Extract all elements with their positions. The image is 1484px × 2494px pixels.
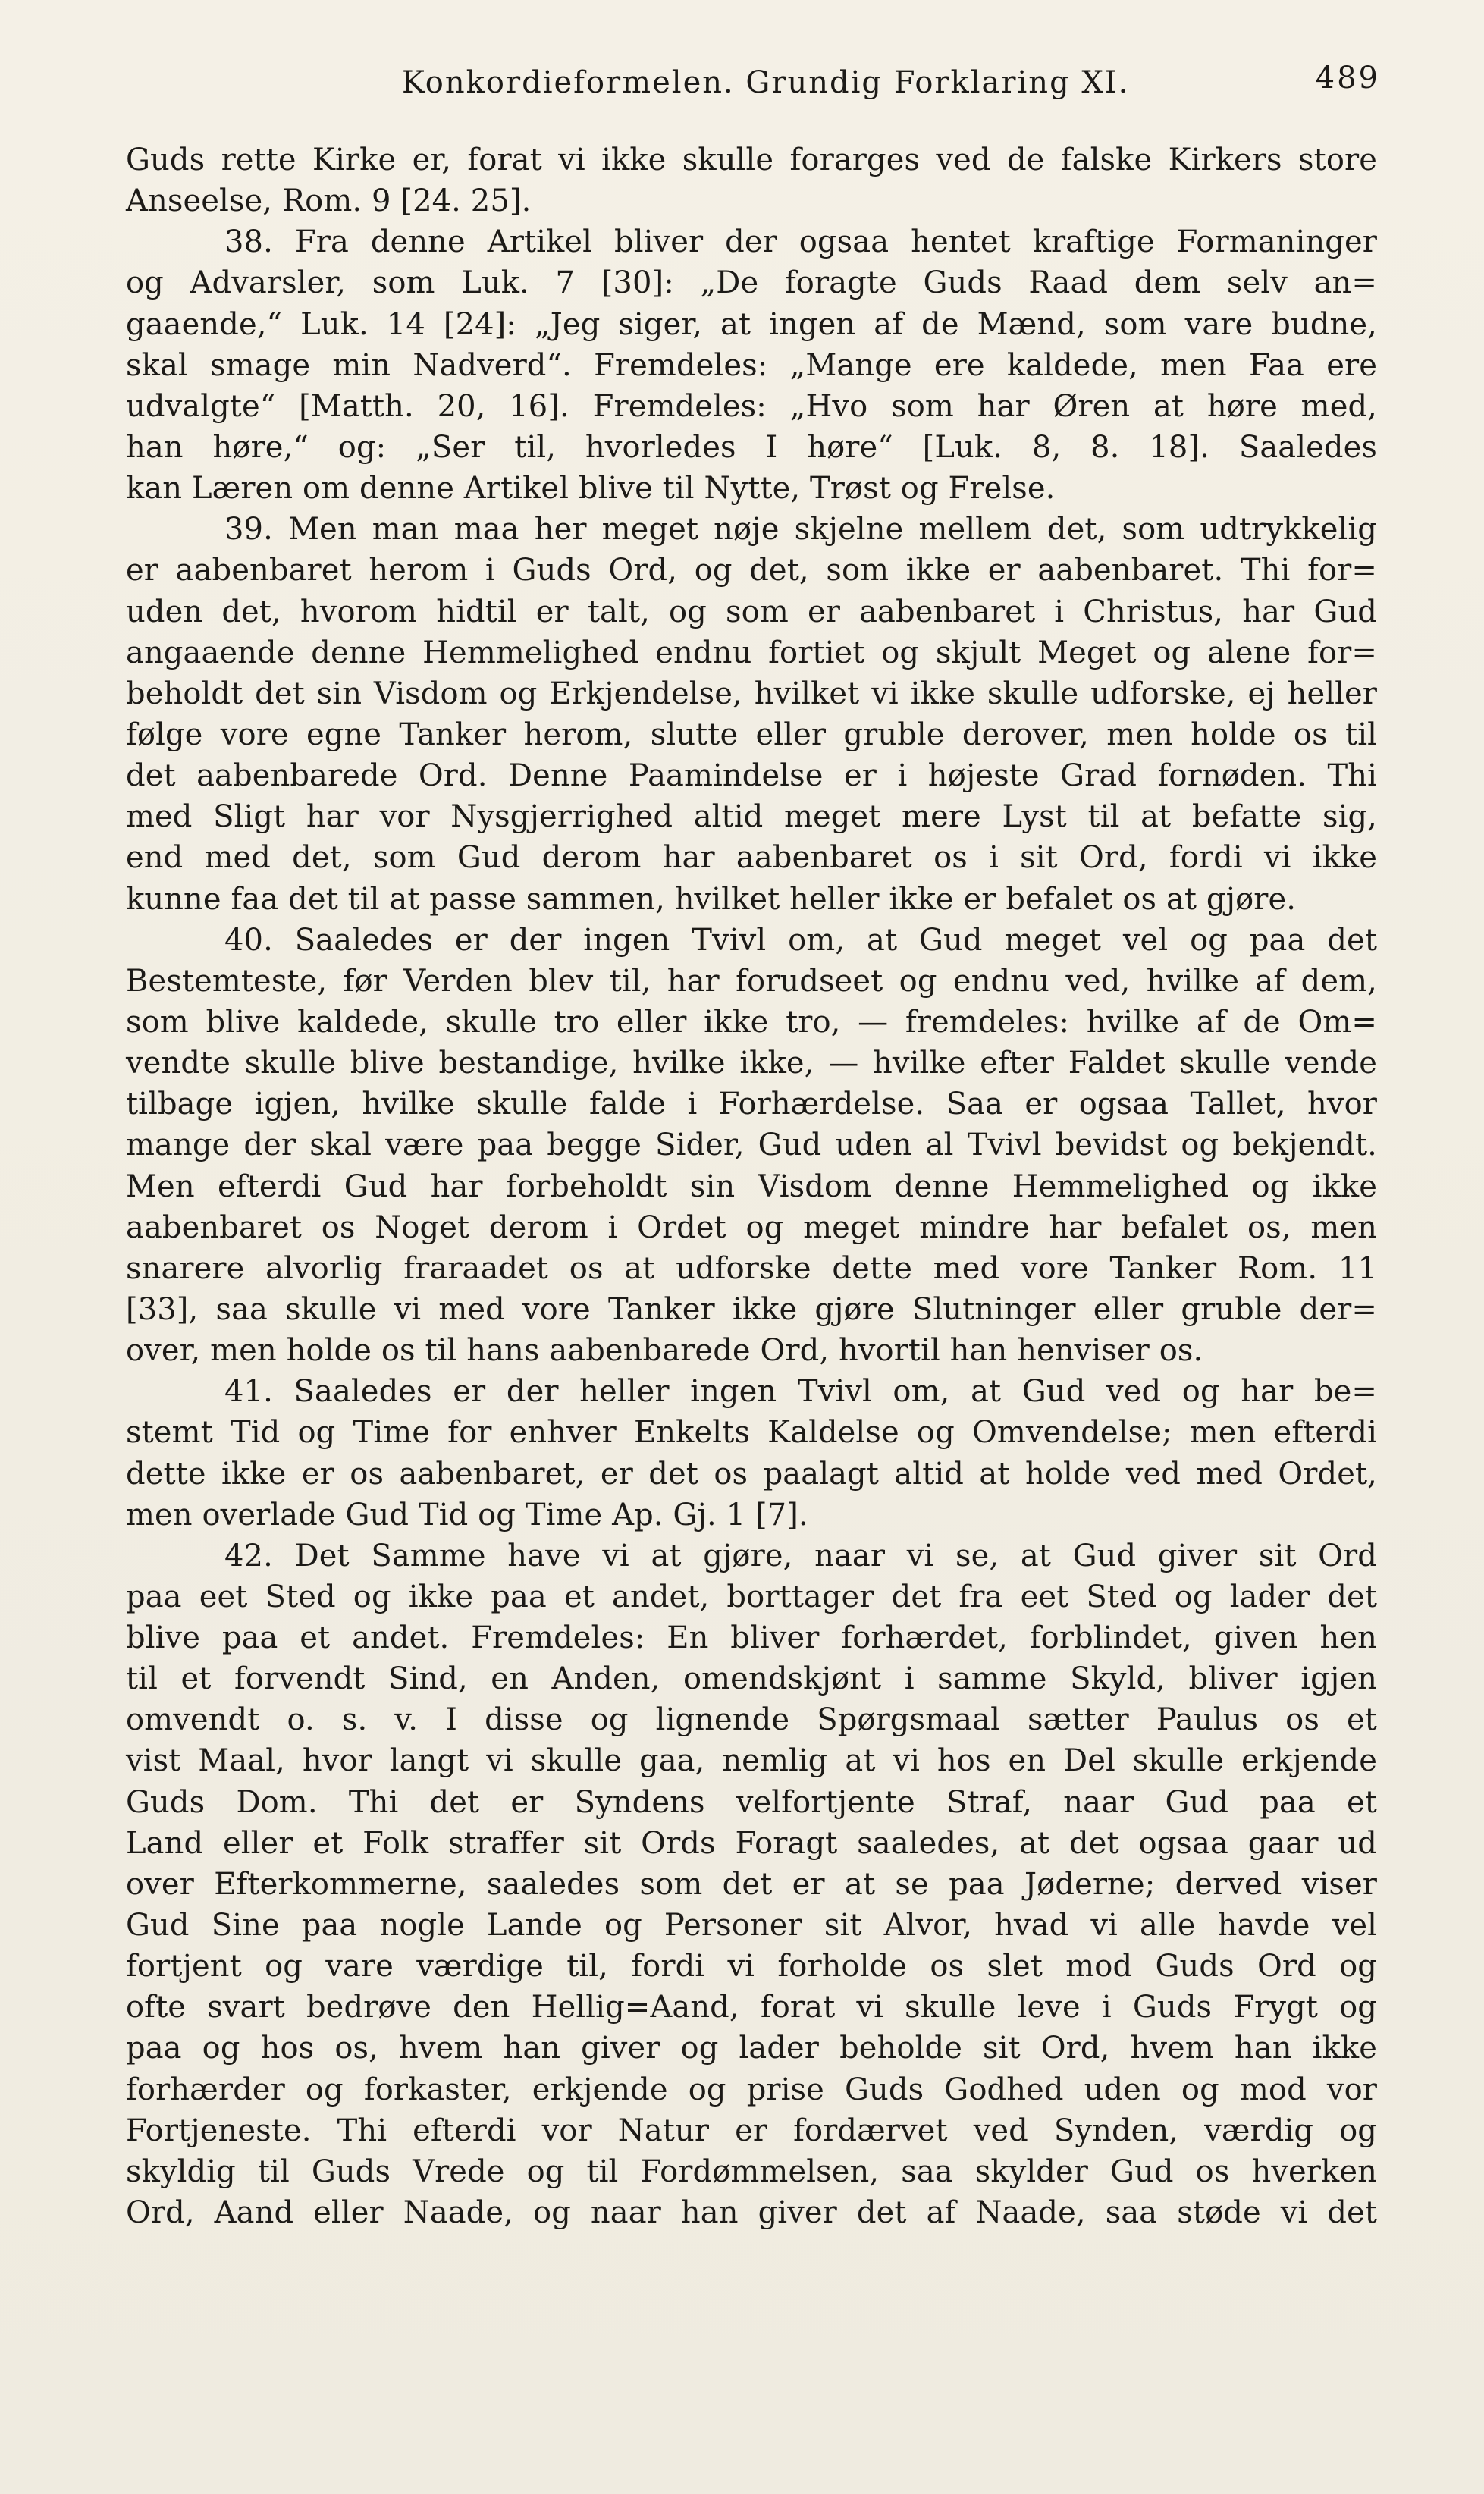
text-line-50: skyldig til Guds Vrede og til Fordømmelsen, saa skylder Gud os hverken: [126, 2154, 1377, 2189]
text-line-12: uden det, hvorom hidtil er talt, og som er aabenbaret i Christus, har Gud: [126, 594, 1377, 629]
text-line-33: dette ikke er os aabenbaret, er det os paalagt altid at holde ved med Ordet,: [126, 1456, 1377, 1492]
text-line-17: med Sligt har vor Nysgjerrighed altid meget mere Lyst til at befatte sig,: [126, 799, 1377, 835]
text-line-23: vendte skulle blive bestandige, hvilke ikke, — hvilke efter Faldet skulle vende: [126, 1046, 1377, 1081]
text-line-27: aabenbaret os Noget derom i Ordet og meget mindre har befalet os, men: [126, 1209, 1377, 1245]
text-line-44: Gud Sine paa nogle Lande og Personer sit Alvor, hvad vi alle havde vel: [126, 1908, 1377, 1943]
text-line-45: fortjent og vare værdige til, fordi vi forholde os slet mod Guds Ord og: [126, 1949, 1377, 1984]
text-line-36: paa eet Sted og ikke paa et andet, borttager det fra eet Sted og lader det: [126, 1579, 1377, 1614]
text-line-47: paa og hos os, hvem han giver og lader beholde sit Ord, hvem han ikke: [126, 2031, 1377, 2066]
body-text: [126, 140, 1377, 2233]
text-line-37: blive paa et andet. Fremdeles: En bliver forhærdet, forblindet, given hen: [126, 1620, 1377, 1656]
text-line-18: end med det, som Gud derom har aabenbaret os i sit Ord, fordi vi ikke: [126, 840, 1377, 876]
text-line-21: Bestemteste, før Verden blev til, har forudseet og endnu ved, hvilke af dem,: [126, 963, 1377, 999]
text-line-26: Men efterdi Gud har forbeholdt sin Visdom denne Hemmelighed og ikke: [126, 1169, 1377, 1204]
text-line-15: følge vore egne Tanker herom, slutte eller gruble derover, men holde os til: [126, 717, 1377, 752]
text-line-38: til et forvendt Sind, en Anden, omendskjønt i samme Skyld, bliver igjen: [126, 1661, 1377, 1697]
text-line-25: mange der skal være paa begge Sider, Gud uden al Tvivl bevidst og bekjendt.: [126, 1128, 1377, 1163]
paragraph-39-start: 39. Men man maa her meget nøje skjelne mellem det, som udtrykkelig: [224, 512, 1377, 547]
text-line-1: Guds rette Kirke er, forat vi ikke skulle forarges ved de falske Kirkers store: [126, 143, 1377, 177]
text-line-43: over Efterkommerne, saaledes som det er at se paa Jøderne; derved viser: [126, 1866, 1377, 1902]
paragraph-41-start: 41. Saaledes er der heller ingen Tvivl om, at Gud ved og har be=: [224, 1374, 1377, 1410]
text-line-30: over, men holde os til hans aabenbarede Ord, hvortil han henviser os.: [126, 1333, 1203, 1369]
text-line-4: og Advarsler, som Luk. 7 [30]: „De foragte Guds Raad dem selv an=: [126, 265, 1377, 301]
paragraph-38-start: 38. Fra denne Artikel bliver der ogsaa hentet kraftige Formaninger: [224, 224, 1377, 260]
text-line-8: han høre,“ og: „Ser til, hvorledes I høre“ [Luk. 8, 8. 18]. Saaledes: [126, 429, 1377, 465]
text-line-19: kunne faa det til at passe sammen, hvilket heller ikke er befalet os at gjøre.: [126, 881, 1297, 917]
paragraph-40-start: 40. Saaledes er der ingen Tvivl om, at Gud meget vel og paa det: [224, 922, 1377, 958]
text-line-22: som blive kaldede, skulle tro eller ikke tro, — fremdeles: hvilke af de Om=: [126, 1004, 1377, 1040]
text-line-28: snarere alvorlig fraraadet os at udforske dette med vore Tanker Rom. 11: [126, 1250, 1377, 1286]
text-line-11: er aabenbaret herom i Guds Ord, og det, som ikke er aabenbaret. Thi for=: [126, 553, 1377, 588]
text-line-29: [33], saa skulle vi med vore Tanker ikke gjøre Slutninger eller gruble der=: [126, 1291, 1377, 1327]
text-line-9: kan Læren om denne Artikel blive til Nytte, Trøst og Frelse.: [126, 471, 1056, 507]
text-line-42: Land eller et Folk straffer sit Ords Foragt saaledes, at det ogsaa gaar ud: [126, 1825, 1377, 1861]
text-line-5: gaaende,“ Luk. 14 [24]: „Jeg siger, at ingen af de Mænd, som vare budne,: [126, 306, 1377, 342]
running-title: Konkordieformelen. Grundig Forklaring XI.: [402, 65, 1130, 100]
text-line-16: det aabenbarede Ord. Denne Paamindelse er i højeste Grad fornøden. Thi: [126, 758, 1377, 794]
page-number: 489: [1315, 61, 1380, 96]
text-line-6: skal smage min Nadverd“. Fremdeles: „Mange ere kaldede, men Faa ere: [126, 347, 1377, 383]
text-line-7: udvalgte“ [Matth. 20, 16]. Fremdeles: „Hvo som har Øren at høre med,: [126, 388, 1377, 424]
text-line-51: Ord, Aand eller Naade, og naar han giver det af Naade, saa støde vi det: [126, 2195, 1377, 2231]
text-line-2: Anseelse, Rom. 9 [24. 25].: [126, 184, 532, 219]
text-line-48: forhærder og forkaster, erkjende og prise Guds Godhed uden og mod vor: [126, 2072, 1377, 2107]
page-header: [129, 56, 1380, 109]
text-line-24: tilbage igjen, hvilke skulle falde i Forhærdelse. Saa er ogsaa Tallet, hvor: [126, 1087, 1377, 1122]
text-line-49: Fortjeneste. Thi efterdi vor Natur er fordærvet ved Synden, værdig og: [126, 2113, 1377, 2148]
text-line-46: ofte svart bedrøve den Hellig=Aand, forat vi skulle leve i Guds Frygt og: [126, 1990, 1377, 2025]
text-line-39: omvendt o. s. v. I disse og lignende Spørgsmaal sætter Paulus os et: [126, 1702, 1377, 1738]
text-line-41: Guds Dom. Thi det er Syndens velfortjente Straf, naar Gud paa et: [126, 1784, 1377, 1820]
text-line-14: beholdt det sin Visdom og Erkjendelse, hvilket vi ikke skulle udforske, ej heller: [126, 676, 1377, 711]
text-line-34: men overlade Gud Tid og Time Ap. Gj. 1 [7].: [126, 1497, 808, 1532]
text-line-40: vist Maal, hvor langt vi skulle gaa, nemlig at vi hos en Del skulle erkjende: [126, 1743, 1377, 1779]
text-line-32: stemt Tid og Time for enhver Enkelts Kaldelse og Omvendelse; men efterdi: [126, 1415, 1377, 1451]
text-line-13: angaaende denne Hemmelighed endnu fortiet og skjult Meget og alene for=: [126, 635, 1377, 670]
paragraph-42-start: 42. Det Samme have vi at gjøre, naar vi se, at Gud giver sit Ord: [224, 1538, 1377, 1573]
